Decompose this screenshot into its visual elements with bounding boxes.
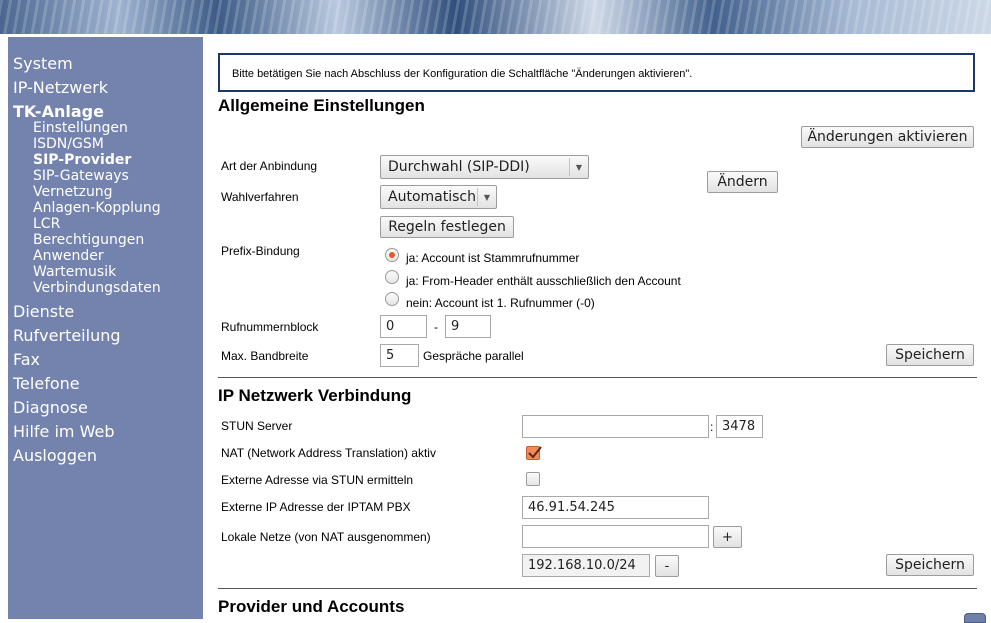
sidebar-item-hilfe-im-web[interactable]: Hilfe im Web (13, 422, 115, 441)
section-divider (218, 588, 977, 589)
hint-box (218, 53, 975, 92)
prefix-option-2-radio[interactable] (385, 270, 399, 284)
number-block-separator: - (434, 320, 438, 334)
sidebar-item-fax[interactable]: Fax (13, 350, 41, 369)
number-block-label: Rufnummernblock (221, 320, 319, 334)
prefix-option-3-radio[interactable] (385, 292, 399, 306)
stun-server-input[interactable] (522, 415, 709, 438)
sidebar-item-ausloggen[interactable]: Ausloggen (13, 446, 97, 465)
external-stun-label: Externe Adresse via STUN ermitteln (221, 473, 414, 487)
number-block-to-input[interactable]: 9 (445, 315, 491, 338)
prefix-option-2-label: ja: From-Header enthält ausschließlich den Account (406, 274, 681, 288)
sidebar-subitem-anwender[interactable]: Anwender (33, 248, 104, 264)
dial-method-value: Automatisch (388, 189, 476, 205)
stun-server-label: STUN Server (221, 419, 293, 433)
remove-network-button[interactable]: - (655, 555, 679, 577)
checkmark-icon (527, 445, 543, 461)
external-ip-input[interactable]: 46.91.54.245 (522, 496, 709, 519)
hint-text: Bitte betätigen Sie nach Abschluss der Konfiguration die Schaltfläche "Änderungen aktivieren". (232, 68, 693, 80)
prefix-option-1-label: ja: Account ist Stammrufnummer (406, 251, 580, 265)
dial-method-select[interactable] (380, 185, 497, 209)
bandwidth-input[interactable]: 5 (380, 344, 419, 367)
sidebar-subitem-wartemusik[interactable]: Wartemusik (33, 264, 117, 280)
sidebar-item-dienste[interactable]: Dienste (13, 302, 75, 321)
sidebar-item-diagnose[interactable]: Diagnose (13, 398, 88, 417)
set-rules-button[interactable]: Regeln festlegen (380, 216, 514, 238)
change-button[interactable]: Ändern (707, 171, 778, 193)
bandwidth-label: Max. Bandbreite (221, 349, 309, 363)
sidebar (8, 37, 203, 619)
save-general-button[interactable]: Speichern (886, 344, 974, 366)
prefix-binding-label: Prefix-Bindung (221, 244, 300, 258)
sidebar-subitem-isdn-gsm[interactable]: ISDN/GSM (33, 136, 104, 152)
section-divider (218, 377, 977, 378)
prefix-option-3-label: nein: Account ist 1. Rufnummer (-0) (406, 296, 595, 310)
sidebar-item-system[interactable]: System (13, 54, 73, 73)
sidebar-item-tk-anlage[interactable]: TK-Anlage (13, 102, 104, 121)
local-networks-input[interactable] (522, 525, 709, 548)
prefix-option-1-radio[interactable] (385, 248, 399, 262)
external-stun-checkbox[interactable] (526, 472, 540, 486)
local-network-entry[interactable]: 192.168.10.0/24 (522, 554, 650, 577)
sidebar-subitem-sip-provider[interactable]: SIP-Provider (33, 152, 132, 168)
number-block-from-input[interactable]: 0 (380, 315, 427, 338)
chevron-down-icon: ▼ (569, 158, 588, 176)
sidebar-subitem-verbindungsdaten[interactable]: Verbindungsdaten (33, 280, 161, 296)
section-title-ip-network: IP Netzwerk Verbindung (218, 386, 412, 405)
section-title-general: Allgemeine Einstellungen (218, 96, 425, 115)
stun-port-separator: : (710, 420, 714, 434)
sidebar-subitem-vernetzung[interactable]: Vernetzung (33, 184, 113, 200)
connection-type-label: Art der Anbindung (221, 159, 318, 173)
stun-port-input[interactable]: 3478 (716, 415, 763, 438)
sidebar-subitem-sip-gateways[interactable]: SIP-Gateways (33, 168, 129, 184)
chevron-down-icon: ▼ (477, 188, 496, 206)
scroll-top-icon[interactable] (964, 613, 986, 623)
local-networks-label: Lokale Netze (von NAT ausgenommen) (221, 530, 431, 544)
nat-active-checkbox[interactable] (526, 446, 540, 460)
activate-changes-button[interactable]: Änderungen aktivieren (801, 126, 974, 148)
dial-method-label: Wahlverfahren (221, 190, 299, 204)
sidebar-item-ip-netzwerk[interactable]: IP-Netzwerk (13, 78, 109, 97)
sidebar-item-rufverteilung[interactable]: Rufverteilung (13, 326, 121, 345)
connection-type-select[interactable] (380, 155, 589, 179)
add-network-button[interactable]: + (713, 526, 742, 548)
section-title-provider: Provider und Accounts (218, 597, 405, 616)
sidebar-subitem-anlagen-kopplung[interactable]: Anlagen-Kopplung (33, 200, 161, 216)
save-ip-button[interactable]: Speichern (886, 554, 974, 576)
bandwidth-unit-label: Gespräche parallel (423, 349, 524, 363)
sidebar-subitem-berechtigungen[interactable]: Berechtigungen (33, 232, 145, 248)
sidebar-subitem-einstellungen[interactable]: Einstellungen (33, 120, 128, 136)
sidebar-subitem-lcr[interactable]: LCR (33, 216, 61, 232)
connection-type-value: Durchwahl (SIP-DDI) (388, 159, 530, 175)
sidebar-item-telefone[interactable]: Telefone (13, 374, 80, 393)
nat-active-label: NAT (Network Address Translation) aktiv (221, 446, 436, 460)
external-ip-label: Externe IP Adresse der IPTAM PBX (221, 500, 411, 514)
header-banner (0, 0, 991, 34)
main-content (207, 37, 991, 619)
